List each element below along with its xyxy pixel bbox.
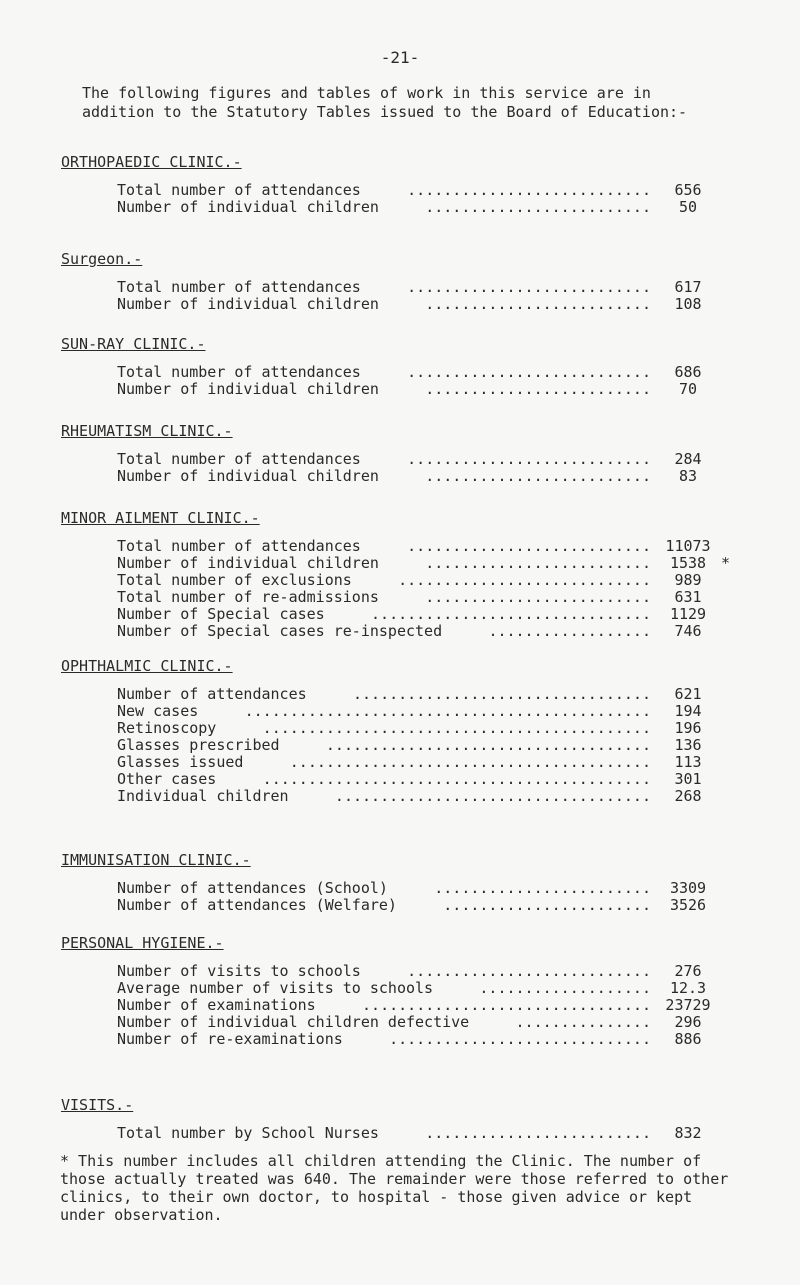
stat-value: 113	[674, 753, 702, 771]
stat-label: Total number of attendances	[117, 537, 361, 555]
leader-dots: ...........................................	[262, 771, 651, 788]
stat-row	[61, 555, 741, 572]
section-rows	[61, 1125, 741, 1142]
stat-label: Number of Special cases	[117, 605, 325, 623]
stat-value: 886	[674, 1030, 702, 1048]
leader-dots: ........................	[434, 880, 651, 897]
leader-dots: ...........................................	[262, 720, 651, 737]
leader-dots: ...................................	[334, 788, 651, 805]
stat-row	[61, 623, 741, 640]
leader-dots: .........................	[425, 555, 651, 572]
section-0	[61, 152, 741, 216]
leader-dots: ........................................	[289, 754, 651, 771]
section-heading: VISITS.-	[61, 1096, 134, 1114]
section-4	[61, 508, 741, 640]
stat-label: Total number of attendances	[117, 363, 361, 381]
stat-value: 656	[674, 181, 702, 199]
stat-row	[61, 199, 741, 216]
section-rows	[61, 686, 741, 805]
stat-label: Number of individual children defective	[117, 1013, 470, 1031]
stat-row	[61, 538, 741, 555]
stat-label: Number of individual children	[117, 380, 379, 398]
leader-dots: ....................................	[325, 737, 651, 754]
stat-value: 194	[674, 702, 702, 720]
stat-row	[61, 737, 741, 754]
stat-label: Number of individual children	[117, 467, 379, 485]
section-heading: SUN-RAY CLINIC.-	[61, 335, 206, 353]
stat-value: 296	[674, 1013, 702, 1031]
stat-row	[61, 788, 741, 805]
section-2	[61, 334, 741, 398]
stat-label: Number of examinations	[117, 996, 316, 1014]
stat-value: 284	[674, 450, 702, 468]
stat-row	[61, 381, 741, 398]
stat-value: 108	[674, 295, 702, 313]
section-rows	[61, 963, 741, 1048]
stat-label: Total number of attendances	[117, 181, 361, 199]
section-heading: Surgeon.-	[61, 250, 143, 268]
stat-row	[61, 980, 741, 997]
stat-value: 136	[674, 736, 702, 754]
leader-dots: ...........................	[407, 451, 651, 468]
section-6	[61, 850, 741, 914]
section-rows	[61, 538, 741, 640]
stat-row	[61, 279, 741, 296]
section-rows	[61, 451, 741, 485]
stat-row	[61, 572, 741, 589]
stat-label: Glasses issued	[117, 753, 244, 771]
section-rows	[61, 364, 741, 398]
stat-value: 989	[674, 571, 702, 589]
stat-row	[61, 606, 741, 623]
stat-row	[61, 364, 741, 381]
stat-label: New cases	[117, 702, 199, 720]
stat-label: Total number of re-admissions	[117, 588, 379, 606]
stat-label: Average number of visits to schools	[117, 979, 434, 997]
intro-paragraph: The following figures and tables of work in this service are in addition to the Statutory Tables issued to the Board of Education:-	[82, 84, 688, 121]
stat-value: 11073	[665, 537, 711, 555]
stat-row	[61, 720, 741, 737]
stat-row	[61, 963, 741, 980]
footnote-mark: *	[721, 554, 731, 572]
stat-label: Number of attendances	[117, 685, 307, 703]
stat-row	[61, 997, 741, 1014]
leader-dots: .........................	[425, 296, 651, 313]
section-heading: PERSONAL HYGIENE.-	[61, 934, 224, 952]
section-7	[61, 933, 741, 1048]
stat-value: 196	[674, 719, 702, 737]
stat-value: 832	[674, 1124, 702, 1142]
stat-row	[61, 589, 741, 606]
stat-label: Number of individual children	[117, 198, 379, 216]
page-number: -21-	[380, 48, 420, 67]
stat-label: Total number of attendances	[117, 450, 361, 468]
stat-row	[61, 1031, 741, 1048]
leader-dots: .................................	[352, 686, 651, 703]
stat-label: Total number of exclusions	[117, 571, 352, 589]
stat-label: Total number by School Nurses	[117, 1124, 379, 1142]
stat-row	[61, 897, 741, 914]
stat-value: 301	[674, 770, 702, 788]
stat-value: 631	[674, 588, 702, 606]
stat-row	[61, 468, 741, 485]
leader-dots: ...............	[515, 1014, 651, 1031]
stat-row	[61, 686, 741, 703]
leader-dots: ................................	[362, 997, 651, 1014]
leader-dots: ...............................	[371, 606, 651, 623]
leader-dots: ...........................	[407, 182, 651, 199]
stat-value: 50	[678, 198, 698, 216]
stat-value: 746	[674, 622, 702, 640]
stat-label: Glasses prescribed	[117, 736, 280, 754]
stat-value: 686	[674, 363, 702, 381]
stat-label: Individual children	[117, 787, 289, 805]
stat-row	[61, 1125, 741, 1142]
section-rows	[61, 279, 741, 313]
stat-label: Number of Special cases re-inspected	[117, 622, 443, 640]
section-8	[61, 1095, 741, 1142]
section-heading: RHEUMATISM CLINIC.-	[61, 422, 233, 440]
section-heading: OPHTHALMIC CLINIC.-	[61, 657, 233, 675]
stat-value: 1129	[669, 605, 707, 623]
stat-label: Number of visits to schools	[117, 962, 361, 980]
stat-value: 23729	[665, 996, 711, 1014]
stat-row	[61, 296, 741, 313]
stat-value: 276	[674, 962, 702, 980]
section-heading: IMMUNISATION CLINIC.-	[61, 851, 251, 869]
stat-value: 1538	[669, 554, 707, 572]
leader-dots: .........................	[425, 589, 651, 606]
stat-label: Number of attendances (School)	[117, 879, 388, 897]
section-5	[61, 656, 741, 805]
section-3	[61, 421, 741, 485]
stat-value: 617	[674, 278, 702, 296]
leader-dots: ...........................	[407, 963, 651, 980]
stat-row	[61, 880, 741, 897]
stat-value: 12.3	[669, 979, 707, 997]
stat-label: Number of individual children	[117, 554, 379, 572]
stat-row	[61, 703, 741, 720]
stat-value: 621	[674, 685, 702, 703]
section-rows	[61, 182, 741, 216]
leader-dots: .........................	[425, 199, 651, 216]
leader-dots: .......................	[443, 897, 651, 914]
stat-row	[61, 451, 741, 468]
leader-dots: ..................	[488, 623, 651, 640]
stat-value: 3309	[669, 879, 707, 897]
footnote: * This number includes all children attending the Clinic. The number of those actually treated was 640. The remainder were those referred to other clinics, to their own doctor, to hospital - those given advice or kept under observation.	[60, 1152, 729, 1224]
leader-dots: .............................................	[244, 703, 651, 720]
stat-label: Other cases	[117, 770, 217, 788]
leader-dots: ...................	[479, 980, 651, 997]
stat-row	[61, 182, 741, 199]
section-heading: MINOR AILMENT CLINIC.-	[61, 509, 260, 527]
section-1	[61, 249, 741, 313]
stat-value: 268	[674, 787, 702, 805]
leader-dots: ...........................	[407, 538, 651, 555]
stat-value: 83	[678, 467, 698, 485]
stat-label: Number of individual children	[117, 295, 379, 313]
stat-label: Retinoscopy	[117, 719, 217, 737]
stat-row	[61, 1014, 741, 1031]
stat-label: Total number of attendances	[117, 278, 361, 296]
section-rows	[61, 880, 741, 914]
stat-label: Number of re-examinations	[117, 1030, 343, 1048]
leader-dots: ............................	[398, 572, 651, 589]
stat-value: 70	[678, 380, 698, 398]
stat-value: 3526	[669, 896, 707, 914]
leader-dots: .........................	[425, 468, 651, 485]
stat-row	[61, 771, 741, 788]
leader-dots: ...........................	[407, 279, 651, 296]
leader-dots: .........................	[425, 381, 651, 398]
leader-dots: ...........................	[407, 364, 651, 381]
leader-dots: .........................	[425, 1125, 651, 1142]
stat-label: Number of attendances (Welfare)	[117, 896, 397, 914]
leader-dots: .............................	[389, 1031, 651, 1048]
section-heading: ORTHOPAEDIC CLINIC.-	[61, 153, 242, 171]
stat-row	[61, 754, 741, 771]
